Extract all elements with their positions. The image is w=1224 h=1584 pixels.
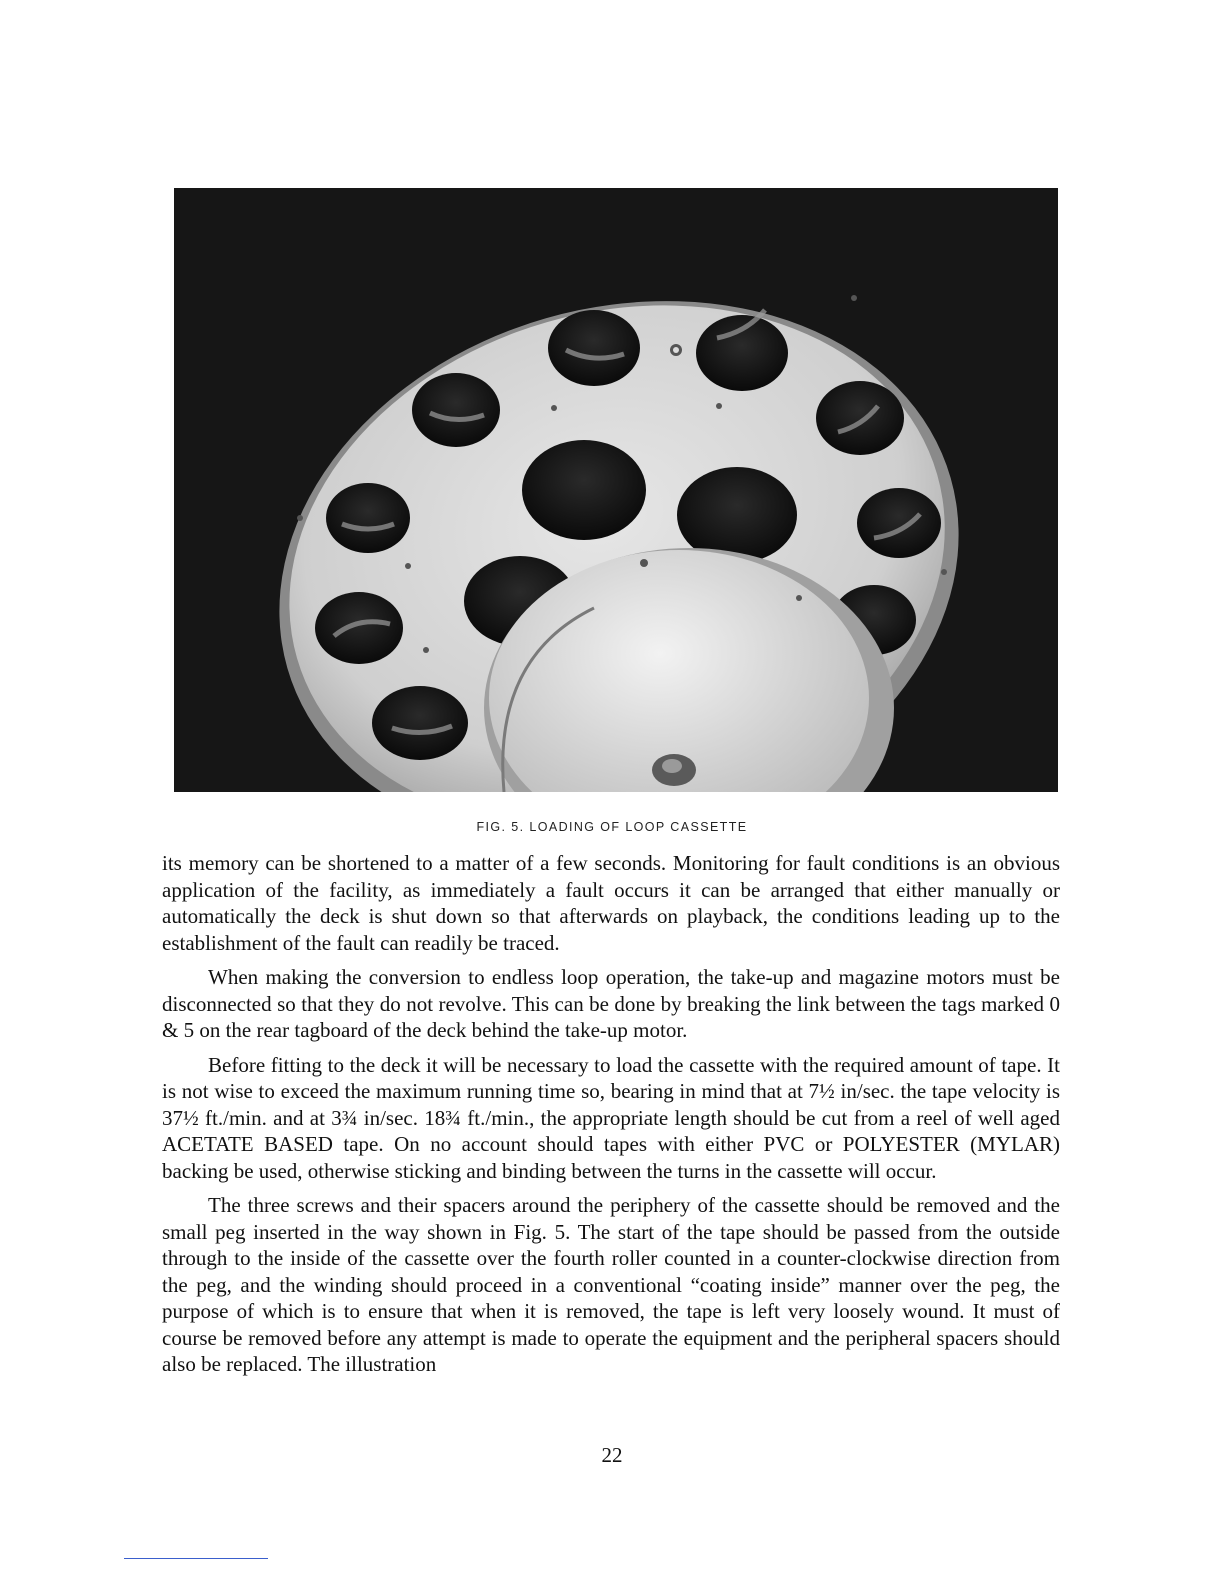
body-text [162,850,1060,1386]
page-number: 22 [601,1443,623,1467]
roller-hole [326,483,410,553]
paragraph: its memory can be shortened to a matter of a few seconds. Monitoring for fault conditions is an obvious application of the facility, as immediately a fault occurs it can be arranged that either manually or automatically the deck is shut down so that afterwards on playback, the conditions leading up to the establishment of the fault can readily be traced. [162,851,1060,955]
footer-rule [124,1558,268,1559]
loop-cassette-photo [174,188,1058,792]
roller-hole [372,686,468,760]
center-hole [522,440,646,540]
cassette-illustration [174,188,1058,792]
figure-caption: FIG. 5. LOADING OF LOOP CASSETTE [476,820,748,834]
paragraph: The three screws and their spacers around the periphery of the cassette should be removed and the small peg inserted in the way shown in Fig. 5. The start of the tape should be passed from the outside through to the inside of the cassette over the fourth roller counted in a counter-clockwise direction from the peg, and the winding should proceed in a conventional “coating inside” manner over the peg, the purpose of which is to ensure that when it is removed, the tape is left very loosely wound. It must of course be removed before any attempt is made to operate the equipment and the peripheral spacers should also be replaced. The illustration [162,1193,1060,1376]
roller-hole [548,310,640,386]
roller-hole [412,373,500,447]
roller-hole [816,381,904,455]
paragraph: When making the conversion to endless loop operation, the take-up and magazine motors must be disconnected so that they do not revolve. This can be done by breaking the link between the tags marked 0 & 5 on the rear tagboard of the deck behind the take-up motor. [162,965,1060,1042]
roller-hole [857,488,941,558]
roller-hole [315,592,403,664]
paragraph: Before fitting to the deck it will be necessary to load the cassette with the required amount of tape. It is not wise to exceed the maximum running time so, bearing in mind that at 7½ in/sec. the tape velocity is 37½ ft./min. and at 3¾ in/sec. 18¾ ft./min., the appropriate length should be cut from a reel of well aged ACETATE BASED tape. On no account should tapes with either PVC or POLYESTER (MYLAR) backing be used, otherwise sticking and binding between the turns in the cassette will occur. [162,1052,1060,1183]
